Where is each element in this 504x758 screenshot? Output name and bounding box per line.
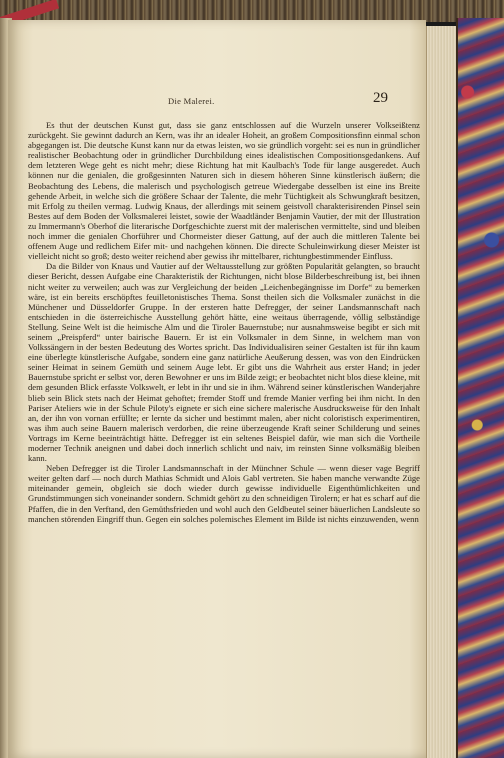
page-header	[28, 92, 416, 110]
paragraph: Neben Defregger ist die Tiroler Landsmannschaft in der Münchner Schule — wenn dieser vage Begriff weiter gelten darf — noch durch Mathias Schmidt und Alois Gabl vertreten. Sie haben manche verwandte Züge miteinander gemein, obgleich sie doch wieder durch gewisse individuelle Eigenthümlichkeiten und Grundstimmungen sich voneinander sondern. Schmidt gehört zu den schneidigen Tirolern; er hat es scharf auf die Pfaffen, die in den Verftand, den Gemüthsfrieden und wohl auch den Geldbeutel seiner bäuerlichen Landsleute so manchen störenden Eingriff thun. Gegen ein solches polemisches Element im Bilde ist nichts einzuwenden, wenn	[28, 463, 420, 524]
book-top-edge	[0, 0, 504, 22]
running-head: Die Malerei.	[168, 96, 215, 106]
paragraph: Es thut der deutschen Kunst gut, dass sie ganz entschlossen auf die Wurzeln unserer Volkseißtenz zurückgeht. Sie gewinnt dadurch an Kern, was ihr an idealer Hoheit, an großem Compositionsfinn einmal schon abgegangen ist. Die deutsche Kunst kann nur da etwas leisten, wo sie gründlich vorgeht: sei es nun in gründlicher realistischer Beobachtung oder in gründlicher Durchbildung eines idealistischen Compositionsgedankens. Auf dem letzteren Wege geht es nicht mehr; diese Richtung hat mit Kaulbach's Tode für lange ausgeredet. Auch können nur die genialen, die großgesinnten Naturen sich in diesem höheren Sinne künstlerisch äußern; die Beobachtung des Lebens, die malerisch und psychologisch getreue Wiedergabe desselben ist eine ins Breite gehende Arbeit, in welche sich die größere Schaar der Talente, die mehr Tüchtigkeit als Schwungkraft besitzen, mit Erfolg zu theilen vermag. Ludwig Knaus, der allerdings mit seinem geistvoll charakterisirenden Pinsel sein Bestes auf dem Boden der Volksmalerei leistet, sowie der Waadtländer Benjamin Vautier, der mit der Illustration zu Immermann's Oberhof die literarische Dorfgeschichte zuerst mit der malerischen vermittelte, sind und bleiben noch immer die genialen Chorführer und Chormeister dieser Gattung, auf der auch die mittleren Talente bei offenem Auge und redlichem Eifer mit- und nachgehen können. Die directe Schuleinwirkung dieser Meister ist vielleicht nicht so groß; desto weiter reichend aber gewiss ihr mittelbarer, richtungbestimmender Einfluss.	[28, 120, 420, 262]
marbled-cover-board	[456, 18, 504, 758]
page-number: 29	[373, 90, 388, 106]
body-text	[28, 120, 420, 524]
page-stack-edges	[426, 26, 457, 758]
paragraph: Da die Bilder von Knaus und Vautier auf der Weltausstellung zur größten Popularität gelangten, so braucht dieser Bericht, dessen Aufgabe eine Charakteristik der Richtungen, nicht blose Bilderbeschreibung ist, bei ihnen nicht weiter zu verweilen; auch was zur Vergleichung der beiden „Leichenbegängnisse im Dorfe“ zu bemerken wäre, ist ein bereits erschöpftes feuilletonistisches Thema. Sonst theilen sich die Volksmaler zunächst in die Münchener und Düsseldorfer Gruppe. In der ersteren hatte Defregger, der seiner Landsmannschaft nach entschieden in die österreichische Ausstellung gehört hätte, eine weitaus überragende, völlig selbständige Stellung. Seine Welt ist die heimische Alm und die Tiroler Bauernstube; nur ausnahmsweise begibt er sich mit seinem „Preispferd“ unter bairische Bauern. Er ist ein Volksmaler in dem Sinne, in welchem man von Volkssängern in der besten Bedeutung des Wortes spricht. Das Individualisiren seiner Gestalten ist für ihn kaum eine überlegte künstlerische Aufgabe, sondern eine ganz natürliche Aeußerung dessen, was von den Eindrücken seiner Heimat in seinem Gemüth und seinem Auge lebt. Er gibt uns die Wahrheit aus erster Hand; in jeder Bauernstube spricht er selbst vor, deren Bewohner er uns im Bilde zeigt; er beobachtet nicht blos diese kleine, mit dem gesunden Blick erfasste Volkswelt, er lebt in ihr und sie in ihm. Während seiner künstlerischen Wanderjahre blieb sein Blick stets nach der Heimat gehoftet; fremder Stoff und fremde Manier verfing bei ihm nicht. In den Pariser Ateliers wie in der Schule Piloty's eignete er sich eine sichere malerische Ausdrucksweise für den Inhalt an, der ihn von vornan erfüllte; er lernte da sicher und bestimmt malen, aber nicht coloristisch experimentiren, was ihm auch seine Bauern malerisch verdorben, die reine überzeugende Kraft seiner Schilderung und seines Vortrags im Kerne beeinträchtigt hätte. Defregger ist ein seltenes Beispiel dafür, wie man sich die Vortheile moderner Technik aneignen und dabei doch innerlich schlicht und naiv, im reinsten Sinne volksmäßig bleiben kann.	[28, 261, 420, 464]
